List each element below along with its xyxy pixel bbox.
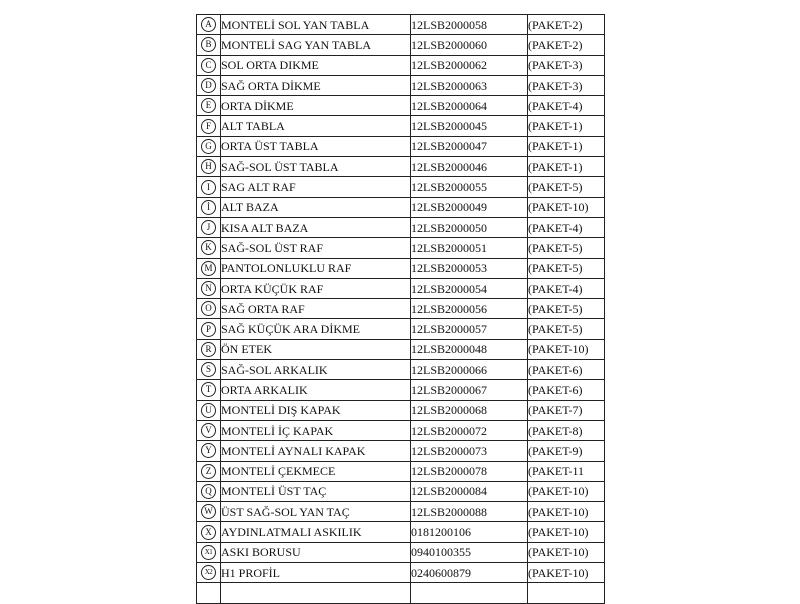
part-letter-badge: M [201,261,216,276]
part-name: MONTELİ İÇ KAPAK [221,420,411,440]
part-package: (PAKET-5) [528,258,605,278]
part-package: (PAKET-5) [528,299,605,319]
table-row [197,75,605,95]
part-package: (PAKET-2) [528,15,605,35]
part-package: (PAKET-10) [528,563,605,583]
table-row [197,360,605,380]
part-letter-badge: X2 [201,565,216,580]
table-row [197,542,605,562]
part-letter-cell [197,238,221,258]
part-code: 12LSB2000050 [411,217,528,237]
part-name: MONTELİ DIŞ KAPAK [221,400,411,420]
part-package [528,583,605,603]
part-letter-badge: Y [201,443,216,458]
part-package: (PAKET-11 [528,461,605,481]
part-letter-cell [197,360,221,380]
part-package: (PAKET-9) [528,441,605,461]
parts-table [196,14,605,604]
part-package: (PAKET-4) [528,217,605,237]
part-name: MONTELİ SAG YAN TABLA [221,35,411,55]
part-name: ORTA KÜÇÜK RAF [221,278,411,298]
part-package: (PAKET-10) [528,542,605,562]
part-code: 12LSB2000045 [411,116,528,136]
table-row [197,258,605,278]
part-name: AYDINLATMALI ASKILIK [221,522,411,542]
part-letter-cell [197,461,221,481]
part-code: 12LSB2000078 [411,461,528,481]
table-row [197,217,605,237]
table-row [197,136,605,156]
part-package: (PAKET-1) [528,136,605,156]
part-package: (PAKET-1) [528,157,605,177]
part-name: MONTELİ AYNALI KAPAK [221,441,411,461]
part-code: 12LSB2000055 [411,177,528,197]
part-letter-badge: E [201,98,216,113]
part-package: (PAKET-10) [528,197,605,217]
part-letter-cell [197,177,221,197]
part-letter-badge: W [201,504,216,519]
part-letter-badge: C [201,58,216,73]
part-letter-cell [197,55,221,75]
part-name: SAĞ ORTA DİKME [221,75,411,95]
part-letter-cell [197,583,221,603]
part-code: 12LSB2000063 [411,75,528,95]
part-name: SAĞ ORTA RAF [221,299,411,319]
part-letter-cell [197,217,221,237]
part-package: (PAKET-10) [528,339,605,359]
part-letter-cell [197,481,221,501]
part-letter-badge: O [201,301,216,316]
part-letter-badge: V [201,423,216,438]
part-package: (PAKET-5) [528,177,605,197]
table-row [197,441,605,461]
part-code: 12LSB2000072 [411,420,528,440]
part-name: ORTA ARKALIK [221,380,411,400]
part-package: (PAKET-8) [528,420,605,440]
part-letter-cell [197,339,221,359]
part-letter-cell [197,502,221,522]
table-row [197,238,605,258]
part-package: (PAKET-10) [528,481,605,501]
part-letter-badge: A [201,17,216,32]
part-package: (PAKET-6) [528,380,605,400]
part-letter-badge: J [201,220,216,235]
part-letter-cell [197,542,221,562]
part-name: SAĞ-SOL ARKALIK [221,360,411,380]
part-letter-badge: N [201,281,216,296]
part-letter-cell [197,420,221,440]
table-row [197,55,605,75]
part-letter-cell [197,400,221,420]
part-code: 12LSB2000062 [411,55,528,75]
table-row [197,96,605,116]
part-letter-cell [197,278,221,298]
table-row [197,461,605,481]
part-name: PANTOLONLUKLU RAF [221,258,411,278]
part-name: SAG ALT RAF [221,177,411,197]
part-name [221,583,411,603]
part-name: MONTELİ ÇEKMECE [221,461,411,481]
part-name: SAĞ-SOL ÜST TABLA [221,157,411,177]
part-letter-cell [197,258,221,278]
part-letter-badge: H [201,159,216,174]
part-code: 12LSB2000051 [411,238,528,258]
table-row [197,481,605,501]
part-package: (PAKET-3) [528,55,605,75]
part-name: SAĞ-SOL ÜST RAF [221,238,411,258]
part-code: 12LSB2000057 [411,319,528,339]
part-package: (PAKET-2) [528,35,605,55]
parts-table-body [197,15,605,604]
table-row [197,197,605,217]
part-letter-cell [197,563,221,583]
part-letter-cell [197,116,221,136]
part-letter-cell [197,522,221,542]
part-package: (PAKET-4) [528,278,605,298]
table-row [197,157,605,177]
part-name: SAĞ KÜÇÜK ARA DİKME [221,319,411,339]
part-code: 12LSB2000084 [411,481,528,501]
part-code: 0940100355 [411,542,528,562]
part-letter-badge: S [201,362,216,377]
table-row [197,563,605,583]
table-row [197,400,605,420]
part-name: ÖN ETEK [221,339,411,359]
part-letter-cell [197,96,221,116]
part-code: 0181200106 [411,522,528,542]
part-package: (PAKET-10) [528,522,605,542]
part-code [411,583,528,603]
part-code: 12LSB2000053 [411,258,528,278]
part-name: KISA ALT BAZA [221,217,411,237]
table-row [197,502,605,522]
table-row [197,420,605,440]
part-package: (PAKET-3) [528,75,605,95]
part-letter-badge: Q [201,484,216,499]
part-package: (PAKET-5) [528,238,605,258]
part-letter-cell [197,15,221,35]
part-letter-badge: I [201,180,216,195]
part-letter-cell [197,197,221,217]
part-letter-cell [197,380,221,400]
table-row [197,15,605,35]
part-letter-badge: U [201,403,216,418]
part-letter-cell [197,157,221,177]
part-letter-badge: X [201,525,216,540]
part-letter-cell [197,299,221,319]
part-package: (PAKET-6) [528,360,605,380]
part-name: ORTA DİKME [221,96,411,116]
part-code: 0240600879 [411,563,528,583]
part-letter-cell [197,441,221,461]
part-code: 12LSB2000049 [411,197,528,217]
part-code: 12LSB2000048 [411,339,528,359]
part-code: 12LSB2000056 [411,299,528,319]
table-row [197,35,605,55]
part-package: (PAKET-4) [528,96,605,116]
part-code: 12LSB2000067 [411,380,528,400]
part-name: ALT BAZA [221,197,411,217]
part-letter-badge: X1 [201,545,216,560]
part-code: 12LSB2000047 [411,136,528,156]
part-letter-badge: F [201,119,216,134]
part-code: 12LSB2000054 [411,278,528,298]
table-row [197,380,605,400]
part-code: 12LSB2000058 [411,15,528,35]
part-code: 12LSB2000060 [411,35,528,55]
part-letter-badge: P [201,322,216,337]
table-row [197,319,605,339]
table-row [197,177,605,197]
part-letter-badge: İ [201,200,216,215]
part-letter-badge: B [201,37,216,52]
part-letter-cell [197,136,221,156]
table-row [197,116,605,136]
part-name: MONTELİ SOL YAN TABLA [221,15,411,35]
part-name: MONTELİ ÜST TAÇ [221,481,411,501]
table-row [197,583,605,603]
part-code: 12LSB2000088 [411,502,528,522]
part-name: H1 PROFİL [221,563,411,583]
part-letter-badge: K [201,240,216,255]
part-package: (PAKET-10) [528,502,605,522]
table-row [197,339,605,359]
part-package: (PAKET-7) [528,400,605,420]
part-letter-badge: R [201,342,216,357]
part-name: ORTA ÜST TABLA [221,136,411,156]
part-code: 12LSB2000066 [411,360,528,380]
part-package: (PAKET-1) [528,116,605,136]
part-name: ÜST SAĞ-SOL YAN TAÇ [221,502,411,522]
part-code: 12LSB2000068 [411,400,528,420]
table-row [197,522,605,542]
table-row [197,278,605,298]
part-name: ASKI BORUSU [221,542,411,562]
part-code: 12LSB2000046 [411,157,528,177]
part-code: 12LSB2000064 [411,96,528,116]
part-letter-cell [197,35,221,55]
part-letter-cell [197,75,221,95]
part-letter-badge: D [201,78,216,93]
part-letter-badge: G [201,139,216,154]
part-letter-badge: Z [201,464,216,479]
part-letter-cell [197,319,221,339]
part-package: (PAKET-5) [528,319,605,339]
part-letter-badge: T [201,382,216,397]
part-name: SOL ORTA DIKME [221,55,411,75]
part-name: ALT TABLA [221,116,411,136]
part-code: 12LSB2000073 [411,441,528,461]
table-row [197,299,605,319]
